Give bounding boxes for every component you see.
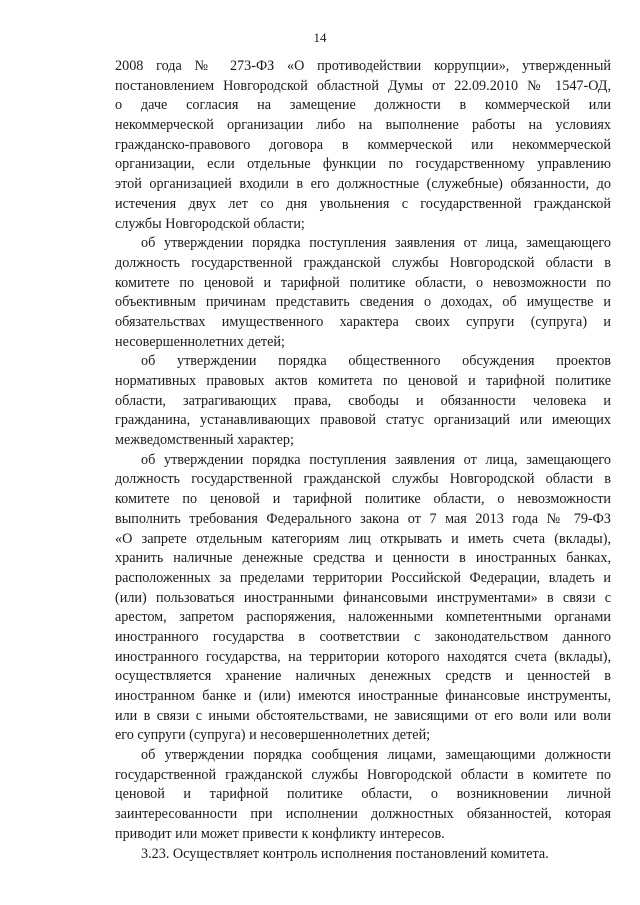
paragraph (115, 451, 611, 746)
text-line: обязательствах имущественного характера своих супруги (супруга) и (115, 313, 611, 330)
text-line: межведомственный характер; (115, 432, 294, 449)
text-line: области, затрагивающих права, свободы и обязанности человека и (115, 392, 611, 409)
text-line: должность государственной гражданской службы Новгородской области в (115, 471, 611, 488)
text-line: об утверждении порядка поступления заявления от лица, замещающего (141, 235, 611, 252)
text-line: заинтересованности при исполнении должностных обязанностей, которая (115, 806, 611, 823)
text-line: несовершеннолетних детей; (115, 333, 285, 350)
text-line: приводит или может привести к конфликту интересов. (115, 825, 445, 842)
text-line: организации, если отдельные функции по государственному управлению (115, 156, 611, 173)
text-line: о даче согласия на замещение должности в коммерческой или (115, 97, 611, 114)
text-line: об утверждении порядка общественного обсуждения проектов (141, 353, 611, 370)
text-line: нормативных правовых актов комитета по ценовой и тарифной политике (115, 373, 611, 389)
text-line: истечения двух лет со дня увольнения с государственной гражданской (115, 195, 611, 212)
paragraph (115, 845, 611, 865)
text-line: иностранного государства в соответствии с законодательством данного (115, 628, 611, 645)
text-line: хранить наличные денежные средства и ценности в иностранных банках, (115, 550, 611, 567)
text-line: 2008 года № 273-ФЗ «О противодействии коррупции», утвержденный (115, 58, 611, 74)
text-line: выполнить требования Федерального закона от 7 мая 2013 года № 79-ФЗ (115, 510, 611, 527)
paragraph (115, 234, 611, 352)
text-line: государственной гражданской службы Новгородской области в комитете по (115, 766, 611, 783)
text-line: иностранного государства, на территории которого находятся счета (вклады), (115, 648, 611, 665)
paragraph (115, 352, 611, 450)
paragraph (115, 746, 611, 844)
document-body (115, 57, 611, 864)
text-line: арестом, запретом распоряжения, наложенными компетентными органами (115, 609, 611, 626)
page-number: 14 (313, 30, 327, 45)
text-line: должность государственной гражданской службы Новгородской области в (115, 254, 611, 271)
text-line: расположенных за пределами территории Российской Федерации, владеть и (115, 569, 611, 586)
text-line: «О запрете отдельным категориям лиц открывать и иметь счета (вклады), (115, 530, 611, 547)
text-line: гражданина, устанавливающих правовой статус организаций или имеющих (115, 412, 611, 429)
text-line: этой организацией входили в его должностные (служебные) обязанности, до (115, 176, 611, 193)
text-line: 3.23. Осуществляет контроль исполнения постановлений комитета. (141, 845, 549, 862)
text-line: или в связи с иными обстоятельствами, не зависящими от его воли или воли (115, 707, 611, 724)
text-line: осуществляется хранение наличных денежных средств и ценностей в (115, 668, 611, 685)
text-line: комитете по ценовой и тарифной политике области, о невозможности (115, 491, 611, 508)
text-line: постановлением Новгородской областной Думы от 22.09.2010 № 1547-ОД, (115, 77, 611, 94)
text-line: об утверждении порядка сообщения лицами, замещающими должности (141, 747, 611, 764)
text-line: гражданско-правового договора в коммерческой или некоммерческой (115, 136, 611, 153)
text-line: некоммерческой организации либо на выполнение работы на условиях (115, 117, 611, 134)
paragraph (115, 57, 611, 234)
text-line: службы Новгородской области; (115, 215, 305, 232)
text-line: объективным причинам представить сведения о доходах, об имуществе и (115, 294, 611, 311)
text-line: его супруги (супруга) и несовершеннолетних детей; (115, 727, 431, 744)
text-line: ценовой и тарифной политике области, о возникновении личной (115, 786, 611, 803)
text-line: комитете по ценовой и тарифной политике области, о невозможности по (115, 274, 611, 291)
text-line: об утверждении порядка поступления заявления от лица, замещающего (141, 451, 611, 468)
text-line: иностранном банке и (или) имеются иностранные финансовые инструменты, (115, 688, 611, 704)
text-line: (или) пользоваться иностранными финансовыми инструментами» в связи с (115, 589, 611, 606)
